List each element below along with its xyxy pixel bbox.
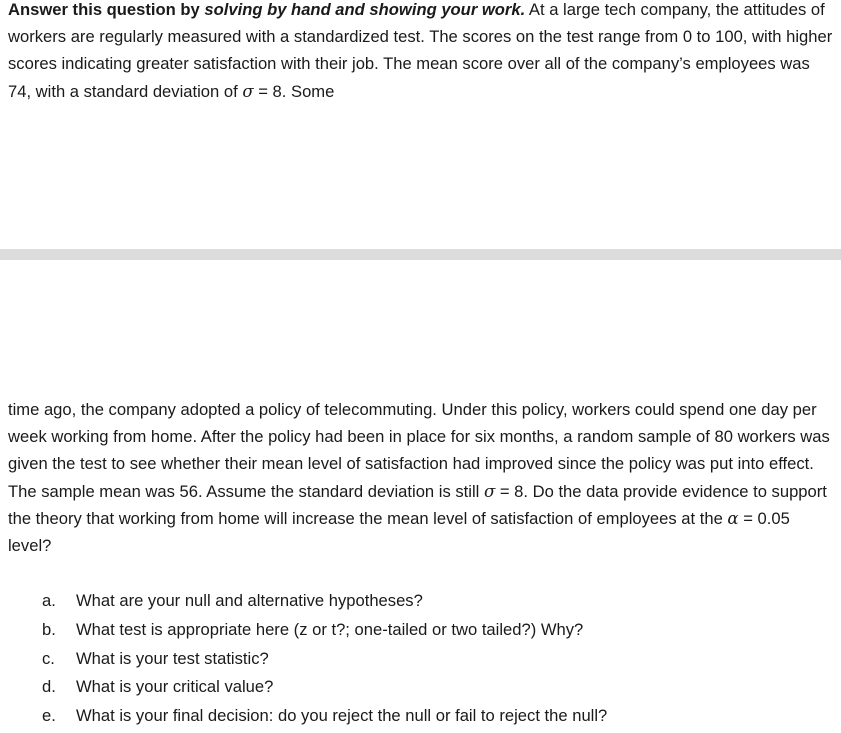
continuation-section <box>8 396 834 726</box>
continuation-body-2: = 8. Do the data provide evidence to support the theory that working from home will increase the mean level of satisfaction of employees at the <box>8 481 827 528</box>
question-marker: e. <box>42 706 56 726</box>
question-marker: b. <box>42 619 56 639</box>
intro-body-2: = 8. Some <box>253 81 335 101</box>
intro-paragraph <box>8 0 834 105</box>
intro-body-1: At a large tech company, the attitudes of workers are regularly measured with a standardized test. The scores on the test range from 0 to 100, with higher scores indicating greater satisfaction with their job. The mean score over all of the company’s employees was 74, with a standard deviation of <box>8 0 833 101</box>
continuation-text <box>8 396 834 559</box>
continuation-body-3: = 0.05 level? <box>8 508 790 556</box>
question-marker: a. <box>42 591 56 610</box>
instruction-bold-italic: solving by hand and showing your work. <box>204 0 526 19</box>
question-text: What is your final decision: do you reject the null or fail to reject the null? <box>76 706 608 726</box>
page-divider <box>0 249 841 260</box>
question-text: What test is appropriate here (z or t?; one-tailed or two tailed?) Why? <box>76 619 584 639</box>
question-text: What is your critical value? <box>76 677 274 697</box>
sigma-symbol: σ <box>242 81 254 101</box>
question-text: What are your null and alternative hypotheses? <box>76 591 423 610</box>
question-marker: d. <box>42 677 56 697</box>
question-text: What is your test statistic? <box>76 648 269 668</box>
question-marker: c. <box>42 648 55 668</box>
sigma-symbol-2: σ <box>483 481 496 501</box>
alpha-symbol: α <box>727 508 739 528</box>
intro-text <box>8 0 834 105</box>
instruction-bold: Answer this question by <box>8 0 205 19</box>
continuation-body-1: time ago, the company adopted a policy of telecommuting. Under this policy, workers could spend one day per week working from home. After the policy had been in place for six months, a random sample of 80 workers was given the test to see whether their mean level of satisfaction had improved since the policy was put into effect. The sample mean was 56. Assume the standard deviation is still <box>8 400 830 501</box>
